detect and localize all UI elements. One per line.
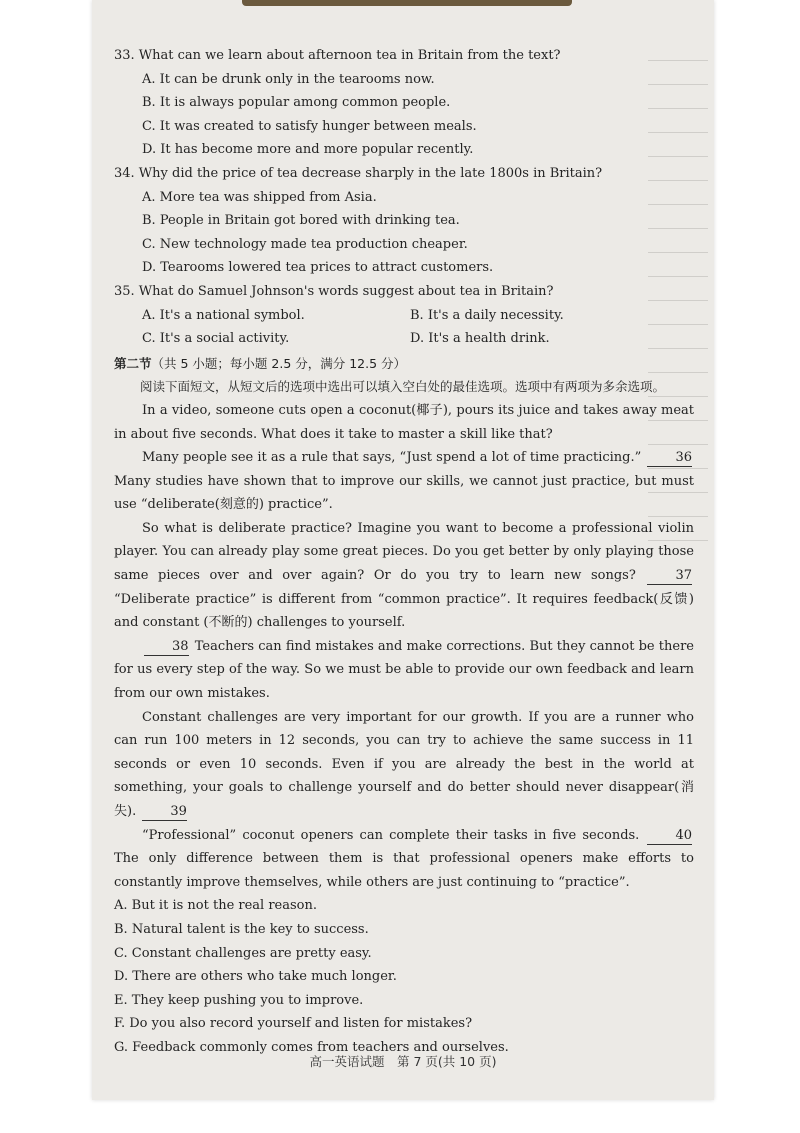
option-a: A. It's a national symbol.: [142, 307, 305, 323]
blank-37: 37: [647, 568, 692, 585]
option-b: B. People in Britain got bored with drinking tea.: [142, 213, 460, 229]
passage-paragraph-2: [114, 446, 694, 517]
option-b: B. It's a daily necessity.: [410, 307, 564, 323]
paragraph-text: “Professional” coconut openers can complete their tasks in five seconds.: [142, 827, 640, 843]
paragraph-text: “Deliberate practice” is different from “common practice”. It requires feedback(反馈) and constant (不断的) challenges to yourself.: [114, 591, 694, 631]
choice-f: F. Do you also record yourself and listen for mistakes?: [114, 1016, 473, 1032]
passage-paragraph-5: [114, 706, 694, 824]
option-c: C. New technology made tea production cheaper.: [142, 236, 468, 252]
option-a: A. It can be drunk only in the tearooms now.: [142, 71, 435, 87]
option-d: D. It's a health drink.: [410, 331, 550, 347]
question-34: [114, 162, 694, 280]
paragraph-text: Teachers can find mistakes and make corrections. But they cannot be there for us every step of the way. So we must be able to provide our own feedback and learn from our own mistakes.: [114, 638, 694, 702]
choice-a: A. But it is not the real reason.: [114, 898, 317, 914]
paragraph-text: Many studies have shown that to improve our skills, we cannot just practice, but must use “deliberate(刻意的) practice”.: [114, 473, 694, 513]
page-content: [114, 44, 694, 1060]
option-d: D. It has become more and more popular recently.: [142, 142, 474, 158]
passage-paragraph-1: In a video, someone cuts open a coconut(椰子), pours its juice and takes away meat in about five seconds. What does it take to master a skill like that?: [114, 402, 694, 442]
question-33: [114, 44, 694, 162]
passage-paragraph-6: [114, 824, 694, 895]
question-stem: 33. What can we learn about afternoon tea in Britain from the text?: [114, 48, 561, 63]
choice-g: G. Feedback commonly comes from teachers and ourselves.: [114, 1039, 509, 1055]
exam-page: [92, 0, 714, 1100]
passage-paragraph-3: [114, 517, 694, 635]
section-title: 第二节: [114, 355, 152, 371]
answer-choices: [114, 894, 694, 1059]
option-c: C. It's a social activity.: [142, 331, 290, 347]
option-row: [114, 304, 694, 328]
choice-b: B. Natural talent is the key to success.: [114, 921, 369, 937]
question-stem: 35. What do Samuel Johnson's words suggest about tea in Britain?: [114, 283, 554, 299]
blank-38: 38: [144, 639, 189, 656]
option-a: A. More tea was shipped from Asia.: [142, 189, 377, 205]
paragraph-text: Constant challenges are very important for our growth. If you are a runner who can run 100 meters in 12 seconds, you can try to achieve the same success in 11 seconds or even 10 seconds. Even if you are already the best in the world at something, your goals to challenge yourself and do better should never disappear(消失).: [114, 709, 694, 819]
binding-edge: [242, 0, 572, 6]
blank-39: 39: [142, 804, 187, 821]
option-c: C. It was created to satisfy hunger between meals.: [142, 118, 477, 134]
option-row: [114, 327, 694, 351]
passage-paragraph-4: [114, 635, 694, 706]
question-stem: 34. Why did the price of tea decrease sharply in the late 1800s in Britain?: [114, 165, 603, 181]
option-d: D. Tearooms lowered tea prices to attract customers.: [142, 260, 494, 276]
question-35: [114, 280, 694, 351]
section-header: [114, 352, 694, 376]
paragraph-text: So what is deliberate practice? Imagine you want to become a professional violin player. You can already play some great pieces. Do you get better by only playing those same pieces over and over again? Or do you try to learn new songs?: [114, 520, 694, 584]
page-footer: 高一英语试题 第 7 页(共 10 页): [309, 1054, 497, 1069]
paragraph-text: Many people see it as a rule that says, “Just spend a lot of time practicing.”: [142, 450, 642, 466]
paragraph-text: The only difference between them is that professional openers make efforts to constantly improve themselves, while others are just continuing to “practice”.: [114, 851, 694, 890]
blank-36: 36: [647, 450, 692, 467]
choice-c: C. Constant challenges are pretty easy.: [114, 945, 372, 961]
section-meta: （共 5 小题；每小题 2.5 分，满分 12.5 分）: [151, 355, 407, 371]
blank-40: 40: [647, 828, 692, 845]
choice-e: E. They keep pushing you to improve.: [114, 992, 364, 1008]
choice-d: D. There are others who take much longer.: [114, 969, 397, 985]
section-instructions: 阅读下面短文，从短文后的选项中选出可以填入空白处的最佳选项。选项中有两项为多余选项。: [140, 379, 666, 395]
option-b: B. It is always popular among common people.: [142, 95, 451, 111]
